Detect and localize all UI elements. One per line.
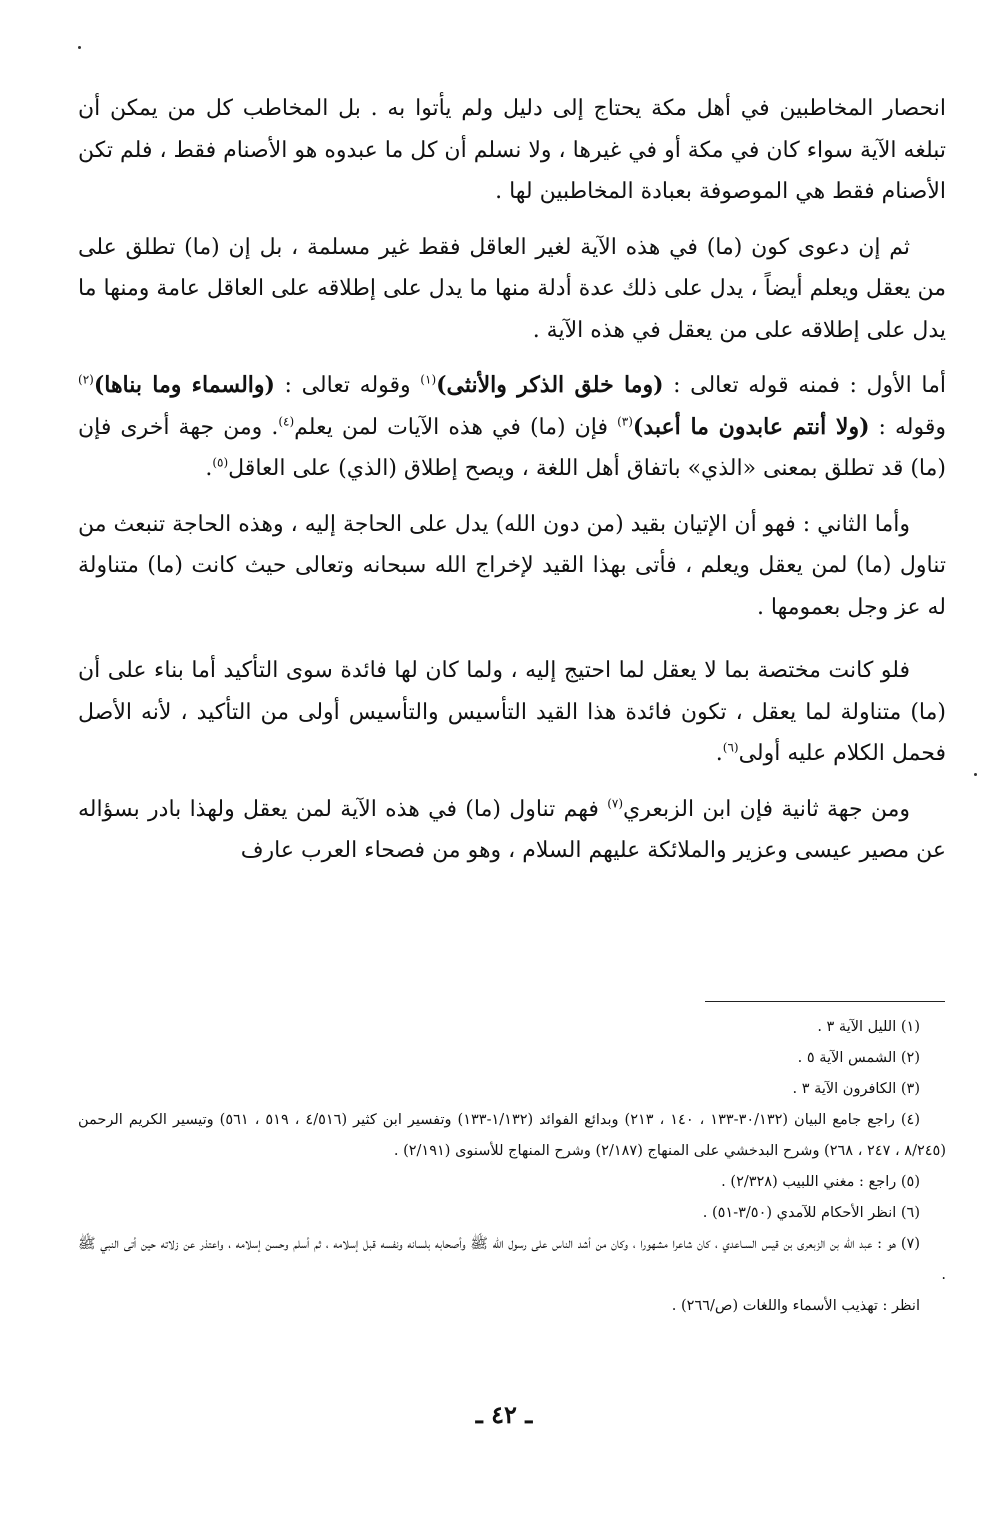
paragraph-5 (78, 650, 946, 775)
footnote-ref[interactable]: (١) (420, 372, 437, 387)
text-run: أما الأول : فمنه قوله تعالى : (673, 373, 947, 398)
main-text (78, 88, 946, 886)
footnote-ref[interactable]: (٤) (278, 414, 295, 429)
quran-quote: (والسماء وما بناها) (93, 372, 275, 398)
footnote-ref[interactable]: (٢) (78, 372, 94, 387)
footnote: (٤) راجع جامع البيان (٣٠/١٣٢-١٣٣ ، ١٤٠ ، ٢١٣) وبدائع الفوائد (١/١٣٢-١٣٣) وتفسير ابن كثير (٤/٥١٦ ، ٥١٩ ، ٥٦١) وتيسير الكريم الرحمن (٨/٢٤٥ ، ٢٤٧ ، ٢٦٨) وشرح البدخشي على المنهاج (٢/١٨٧) وشرح المنهاج للأسنوى (٢/١٩١) . (78, 1112, 946, 1159)
text-run: فهم تناول (ما) في هذه الآية لمن يعقل ولهذا بادر بسؤاله عن مصير عيسى وعزير والملائكة عليهم السلام ، وهو من فصحاء العرب عارف (78, 796, 946, 863)
footnote-ref[interactable]: (٦) (722, 740, 739, 755)
paragraph-text (78, 650, 946, 775)
paragraph-2 (78, 227, 946, 352)
paragraph-text: وأما الثاني : فهو أن الإتيان بقيد (من دون الله) يدل على الحاجة إليه ، وهذه الحاجة تنبعث من تناول (ما) لمن يعقل ويعلم ، فأتى بهذا القيد لإخراج الله سبحانه وتعالى حيث كانت (ما) متناولة له عز وجل بعمومها . (78, 511, 946, 620)
footnote-separator (705, 1001, 945, 1002)
text-run: . (205, 456, 213, 481)
paragraph-3 (78, 365, 946, 490)
footnote: (١) الليل الآية ٣ . (817, 1019, 920, 1035)
footnote: (٦) انظر الأحكام للآمدي (٣/٥٠-٥١) . (702, 1205, 920, 1221)
footnote-ref[interactable]: (٧) (607, 796, 624, 811)
paragraph-text: انحصار المخاطبين في أهل مكة يحتاج إلى دليل ولم يأتوا به . بل المخاطب كل من يمكن أن تبلغه الآية سواء كان في مكة أو في غيرها ، ولا نسلم أن كل ما عبدوه هو الأصنام فقط ، فلم تكن الأصنام فقط هي الموصوفة بعبادة المخاطبين لها . (78, 96, 946, 204)
text-run: وقوله تعالى : (284, 373, 411, 398)
footnote: (٥) راجع : مغني اللبيب (٢/٣٢٨) . (721, 1174, 920, 1190)
page-number: ـ ٤٢ ـ (475, 1400, 533, 1429)
paragraph-6 (78, 789, 946, 872)
quran-quote: (ولا أنتم عابدون ما أعبد) (632, 413, 870, 440)
footnote-ref[interactable]: (٣) (617, 414, 633, 429)
text-run: وقوله : (878, 414, 947, 440)
footnotes (78, 1012, 946, 1322)
footnote: (٣) الكافرون الآية ٣ . (792, 1081, 920, 1097)
paragraph-text (78, 789, 946, 872)
paragraph-1 (78, 88, 946, 213)
text-run: فإن (ما) في هذه الآيات لمن يعلم (294, 414, 609, 440)
paragraph-text (78, 365, 946, 490)
scan-speck (78, 46, 81, 49)
text-run: ومن جهة ثانية فإن ابن الزبعري (623, 796, 910, 822)
footnote: (٧) هو : عبد الله بن الزبعرى بن قيس السـاعدي ، كان شاعرا مشهورا ، وكان من أشد الناس على رسول الله ﷺ وأصحابه بلسانه ونفسه قبل إسلامه ، ثم أسلم وحسن إسلامه ، واعتذر عن زلاته حين أتى النبي ﷺ . (78, 1236, 946, 1283)
paragraph-4 (78, 504, 946, 629)
footnote: انظر : تهذيب الأسماء واللغات (ص/٢٦٦) . (671, 1298, 920, 1314)
footnote-ref[interactable]: (٥) (212, 455, 229, 470)
footnote: (٢) الشمس الآية ٥ . (797, 1050, 920, 1066)
text-run: فلو كانت مختصة بما لا يعقل لما احتيج إليه ، ولما كان لها فائدة سوى التأكيد أما بناء على أن (ما) متناولة لما يعقل ، تكون فائدة هذا القيد التأسيس والتأسيس أولى من التأكيد ، لأنه الأصل فحمل الكلام عليه أولى (78, 658, 946, 766)
paragraph-text: ثم إن دعوى كون (ما) في هذه الآية لغير العاقل فقط غير مسلمة ، بل إن (ما) تطلق على من يعقل ويعلم أيضاً ، يدل على ذلك عدة أدلة منها ما يدل على إطلاقه على العاقل عامة ومنها ما يدل على إطلاقه على من يعقل في هذه الآية . (78, 234, 946, 343)
text-run: . (715, 741, 723, 766)
quran-quote: (وما خلق الذكر والأنثى) (436, 372, 664, 398)
text-run: . ومن جهة أخرى فإن (ما) قد تطلق بمعنى «الذي» باتفاق أهل اللغة ، ويصح إطلاق (الذي) على العاقل (78, 414, 946, 481)
scan-speck (974, 773, 977, 776)
